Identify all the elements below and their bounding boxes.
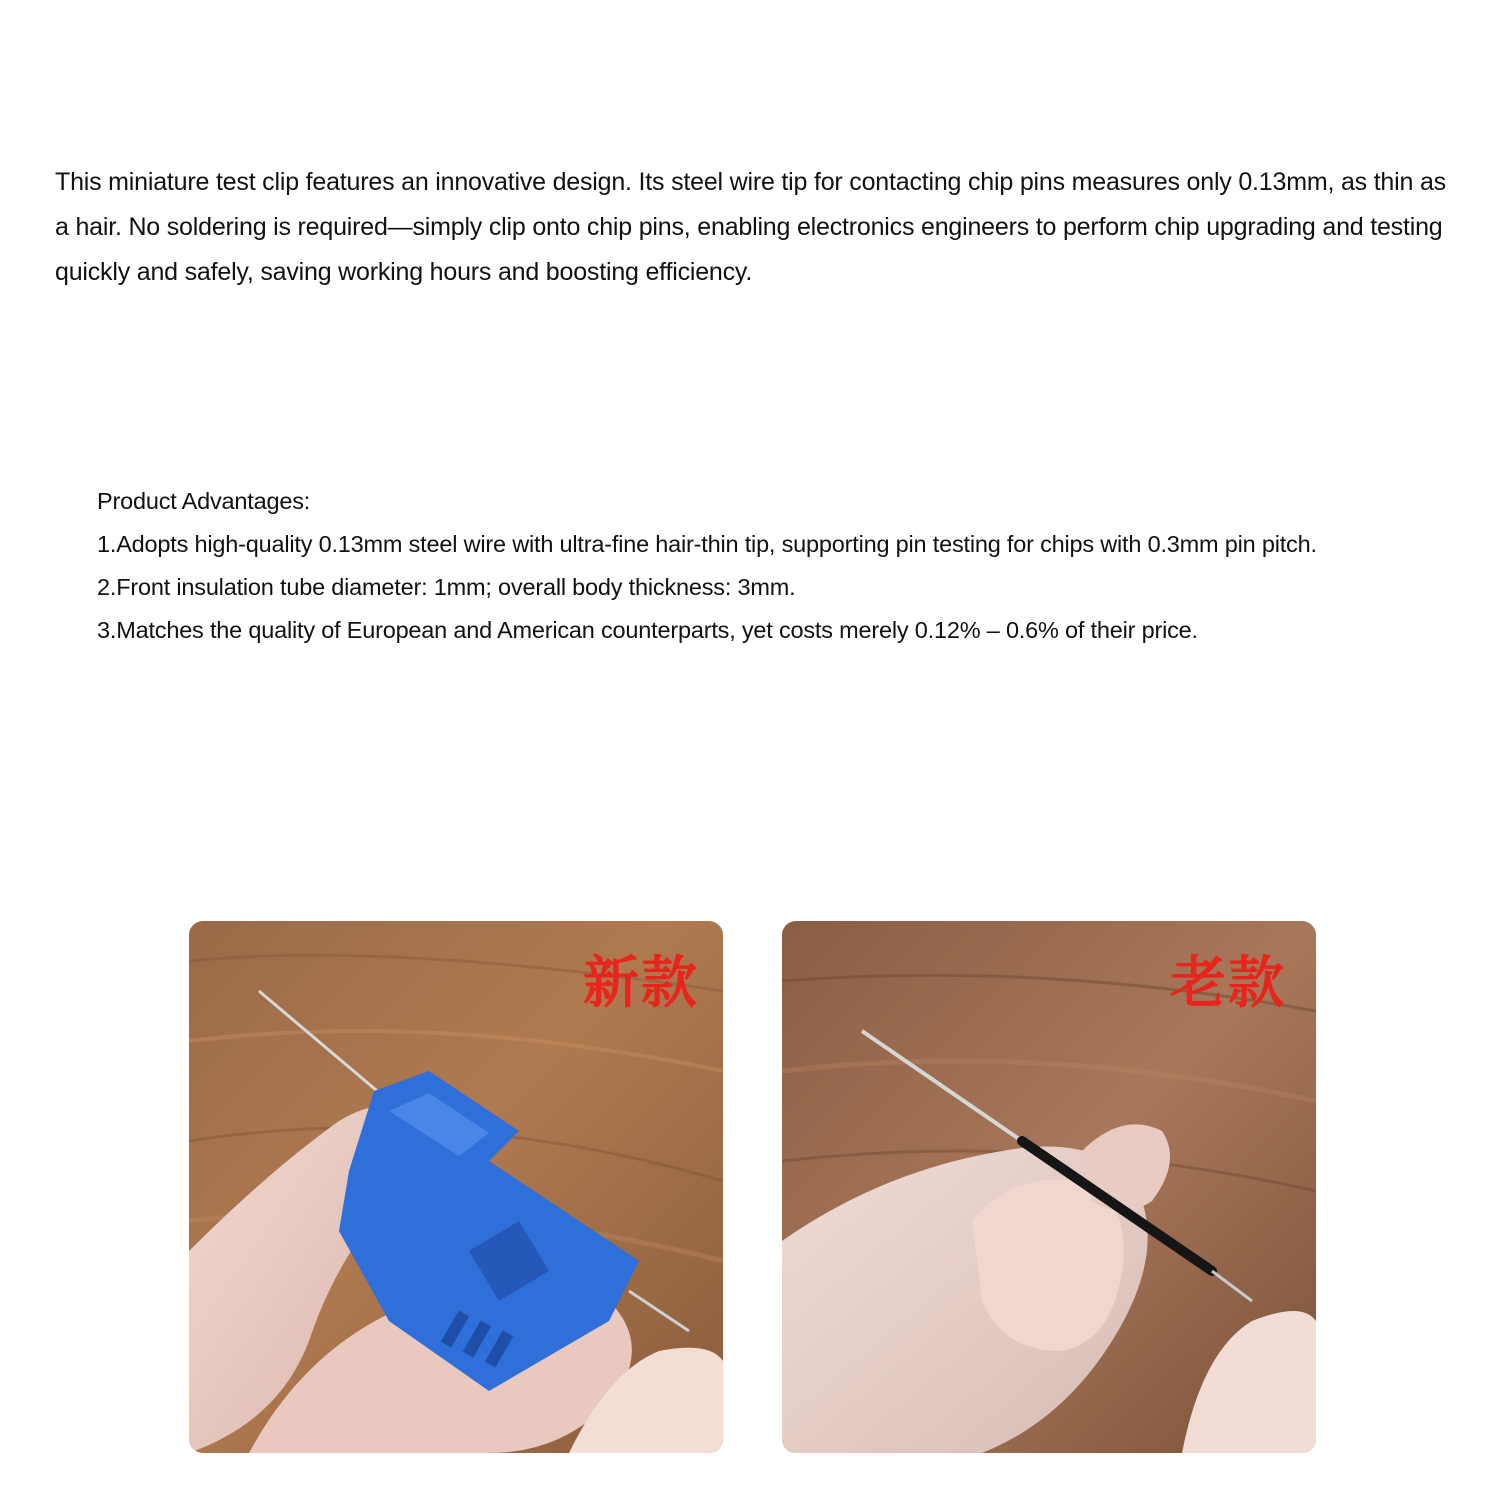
- intro-paragraph: This miniature test clip features an innovative design. Its steel wire tip for contacting chip pins measures only 0.13mm, as thin as a hair. No soldering is required—simply clip onto chip pins, enabling electronics engineers to perform chip upgrading and testing quickly and safely, saving working hours and boosting efficiency.: [55, 168, 1446, 286]
- advantage-item: 1.Adopts high-quality 0.13mm steel wire with ultra-fine hair-thin tip, supporting pin testing for chips with 0.3mm pin pitch.: [97, 531, 1317, 557]
- new-model-photo: [189, 921, 723, 1453]
- product-advantages: [97, 480, 1477, 652]
- new-model-label: 新款: [583, 951, 699, 1016]
- advantage-item: 3.Matches the quality of European and American counterparts, yet costs merely 0.12% – 0.6% of their price.: [97, 617, 1198, 643]
- advantages-heading: Product Advantages:: [97, 488, 311, 514]
- old-model-photo: [782, 921, 1316, 1453]
- old-model-label: 老款: [1170, 951, 1286, 1016]
- advantage-item: 2.Front insulation tube diameter: 1mm; overall body thickness: 3mm.: [97, 574, 796, 600]
